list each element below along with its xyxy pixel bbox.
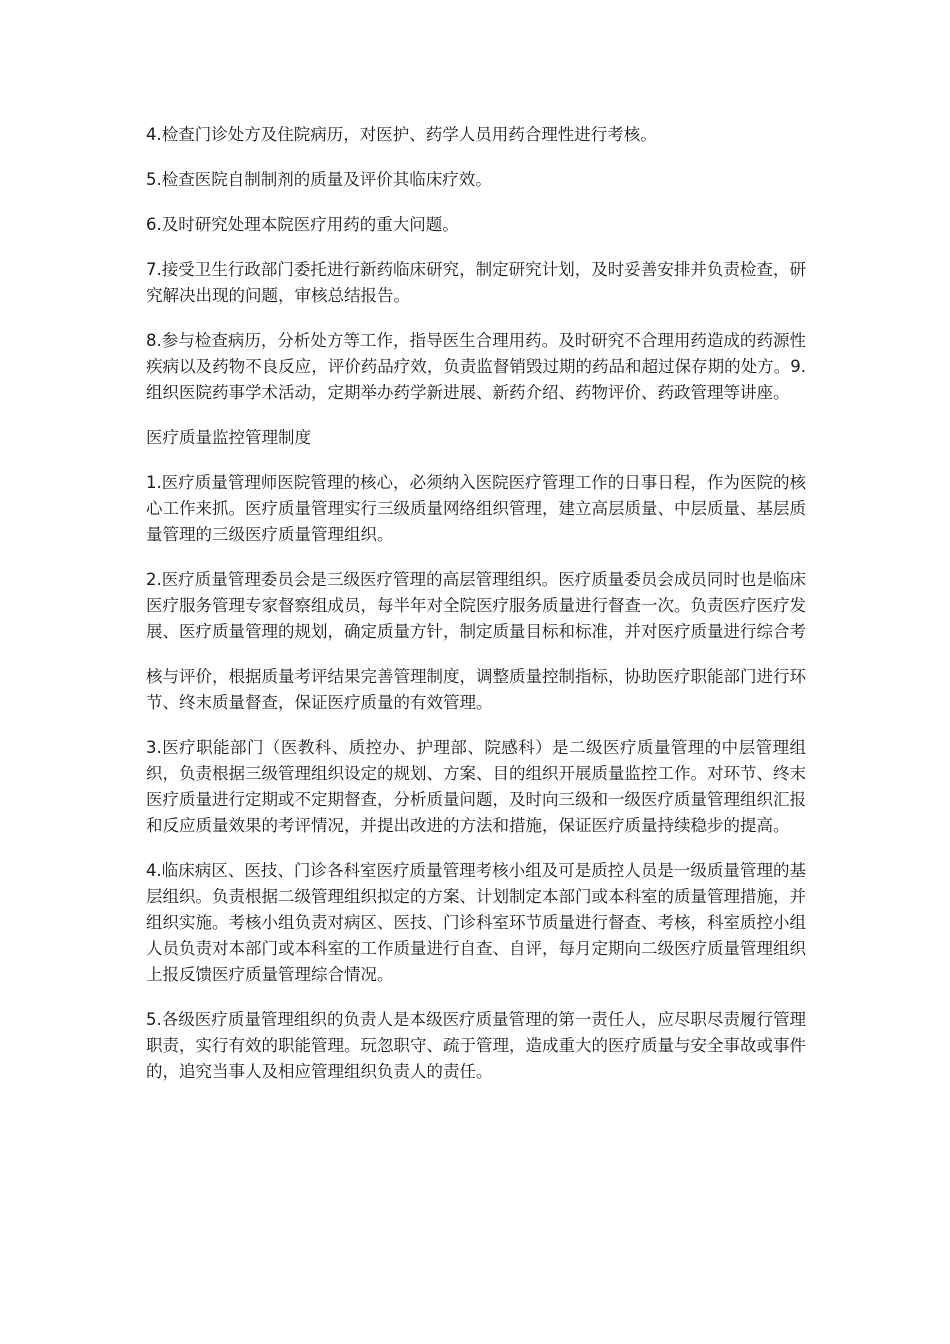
paragraph-quality-item-4: 4.临床病区、医技、门诊各科室医疗质量管理考核小组及可是质控人员是一级质量管理的基层组织。负责根据二级管理组织拟定的方案、计划制定本部门或本科室的质量管理措施，并组织实施。考核小组负责对病区、医技、门诊科室环节质量进行督查、考核，科室质控小组人员负责对本部门或本科室的工作质量进行自查、自评，每月定期向二级医疗质量管理组织上报反馈医疗质量管理综合情况。 <box>146 861 806 984</box>
paragraph-drug-item-5: 5.检查医院自制制剂的质量及评价其临床疗效。 <box>146 170 492 189</box>
paragraph-drug-item-4: 4.检查门诊处方及住院病历，对医护、药学人员用药合理性进行考核。 <box>146 125 657 144</box>
paragraph-drug-item-8-9: 8.参与检查病历，分析处方等工作，指导医生合理用药。及时研究不合理用药造成的药源性疾病以及药物不良反应，评价药品疗效，负责监督销毁过期的药品和超过保存期的处方。9.组织医院药事学术活动，定期举办药学新进展、新药介绍、药物评价、药政管理等讲座。 <box>146 331 806 402</box>
paragraph-drug-item-6: 6.及时研究处理本院医疗用药的重大问题。 <box>146 215 459 234</box>
paragraph-quality-item-1: 1.医疗质量管理师医院管理的核心，必须纳入医院医疗管理工作的日事日程，作为医院的核心工作来抓。医疗质量管理实行三级质量网络组织管理，建立高层质量、中层质量、基层质量管理的三级医疗质量管理组织。 <box>146 473 806 544</box>
section-heading: 医疗质量监控管理制度 <box>146 428 311 447</box>
paragraph-quality-item-2: 2.医疗质量管理委员会是三级医疗管理的高层管理组织。医疗质量委员会成员同时也是临床医疗服务管理专家督察组成员，每半年对全院医疗服务质量进行督查一次。负责医疗医疗发展、医疗质量管理的规划，确定质量方针，制定质量目标和标准，并对医疗质量进行综合考 <box>146 570 806 641</box>
paragraph-quality-item-5: 5.各级医疗质量管理组织的负责人是本级医疗质量管理的第一责任人，应尽职尽责履行管理职责，实行有效的职能管理。玩忽职守、疏于管理，造成重大的医疗质量与安全事故或事件的，追究当事人及相应管理组织负责人的责任。 <box>146 1010 806 1081</box>
paragraph-quality-item-3: 3.医疗职能部门（医教科、质控办、护理部、院感科）是二级医疗质量管理的中层管理组织，负责根据三级管理组织设定的规划、方案、目的组织开展质量监控工作。对环节、终末医疗质量进行定期或不定期督查，分析质量问题，及时向三级和一级医疗质量管理组织汇报和反应质量效果的考评情况，并提出改进的方法和措施，保证医疗质量持续稳步的提高。 <box>146 738 806 835</box>
document-body <box>146 122 806 1104</box>
paragraph-drug-item-7: 7.接受卫生行政部门委托进行新药临床研究，制定研究计划，及时妥善安排并负责检查，研究解决出现的问题，审核总结报告。 <box>146 260 806 305</box>
paragraph-quality-item-2-continued: 核与评价，根据质量考评结果完善管理制度，调整质量控制指标，协助医疗职能部门进行环节、终末质量督查，保证医疗质量的有效管理。 <box>146 667 806 712</box>
